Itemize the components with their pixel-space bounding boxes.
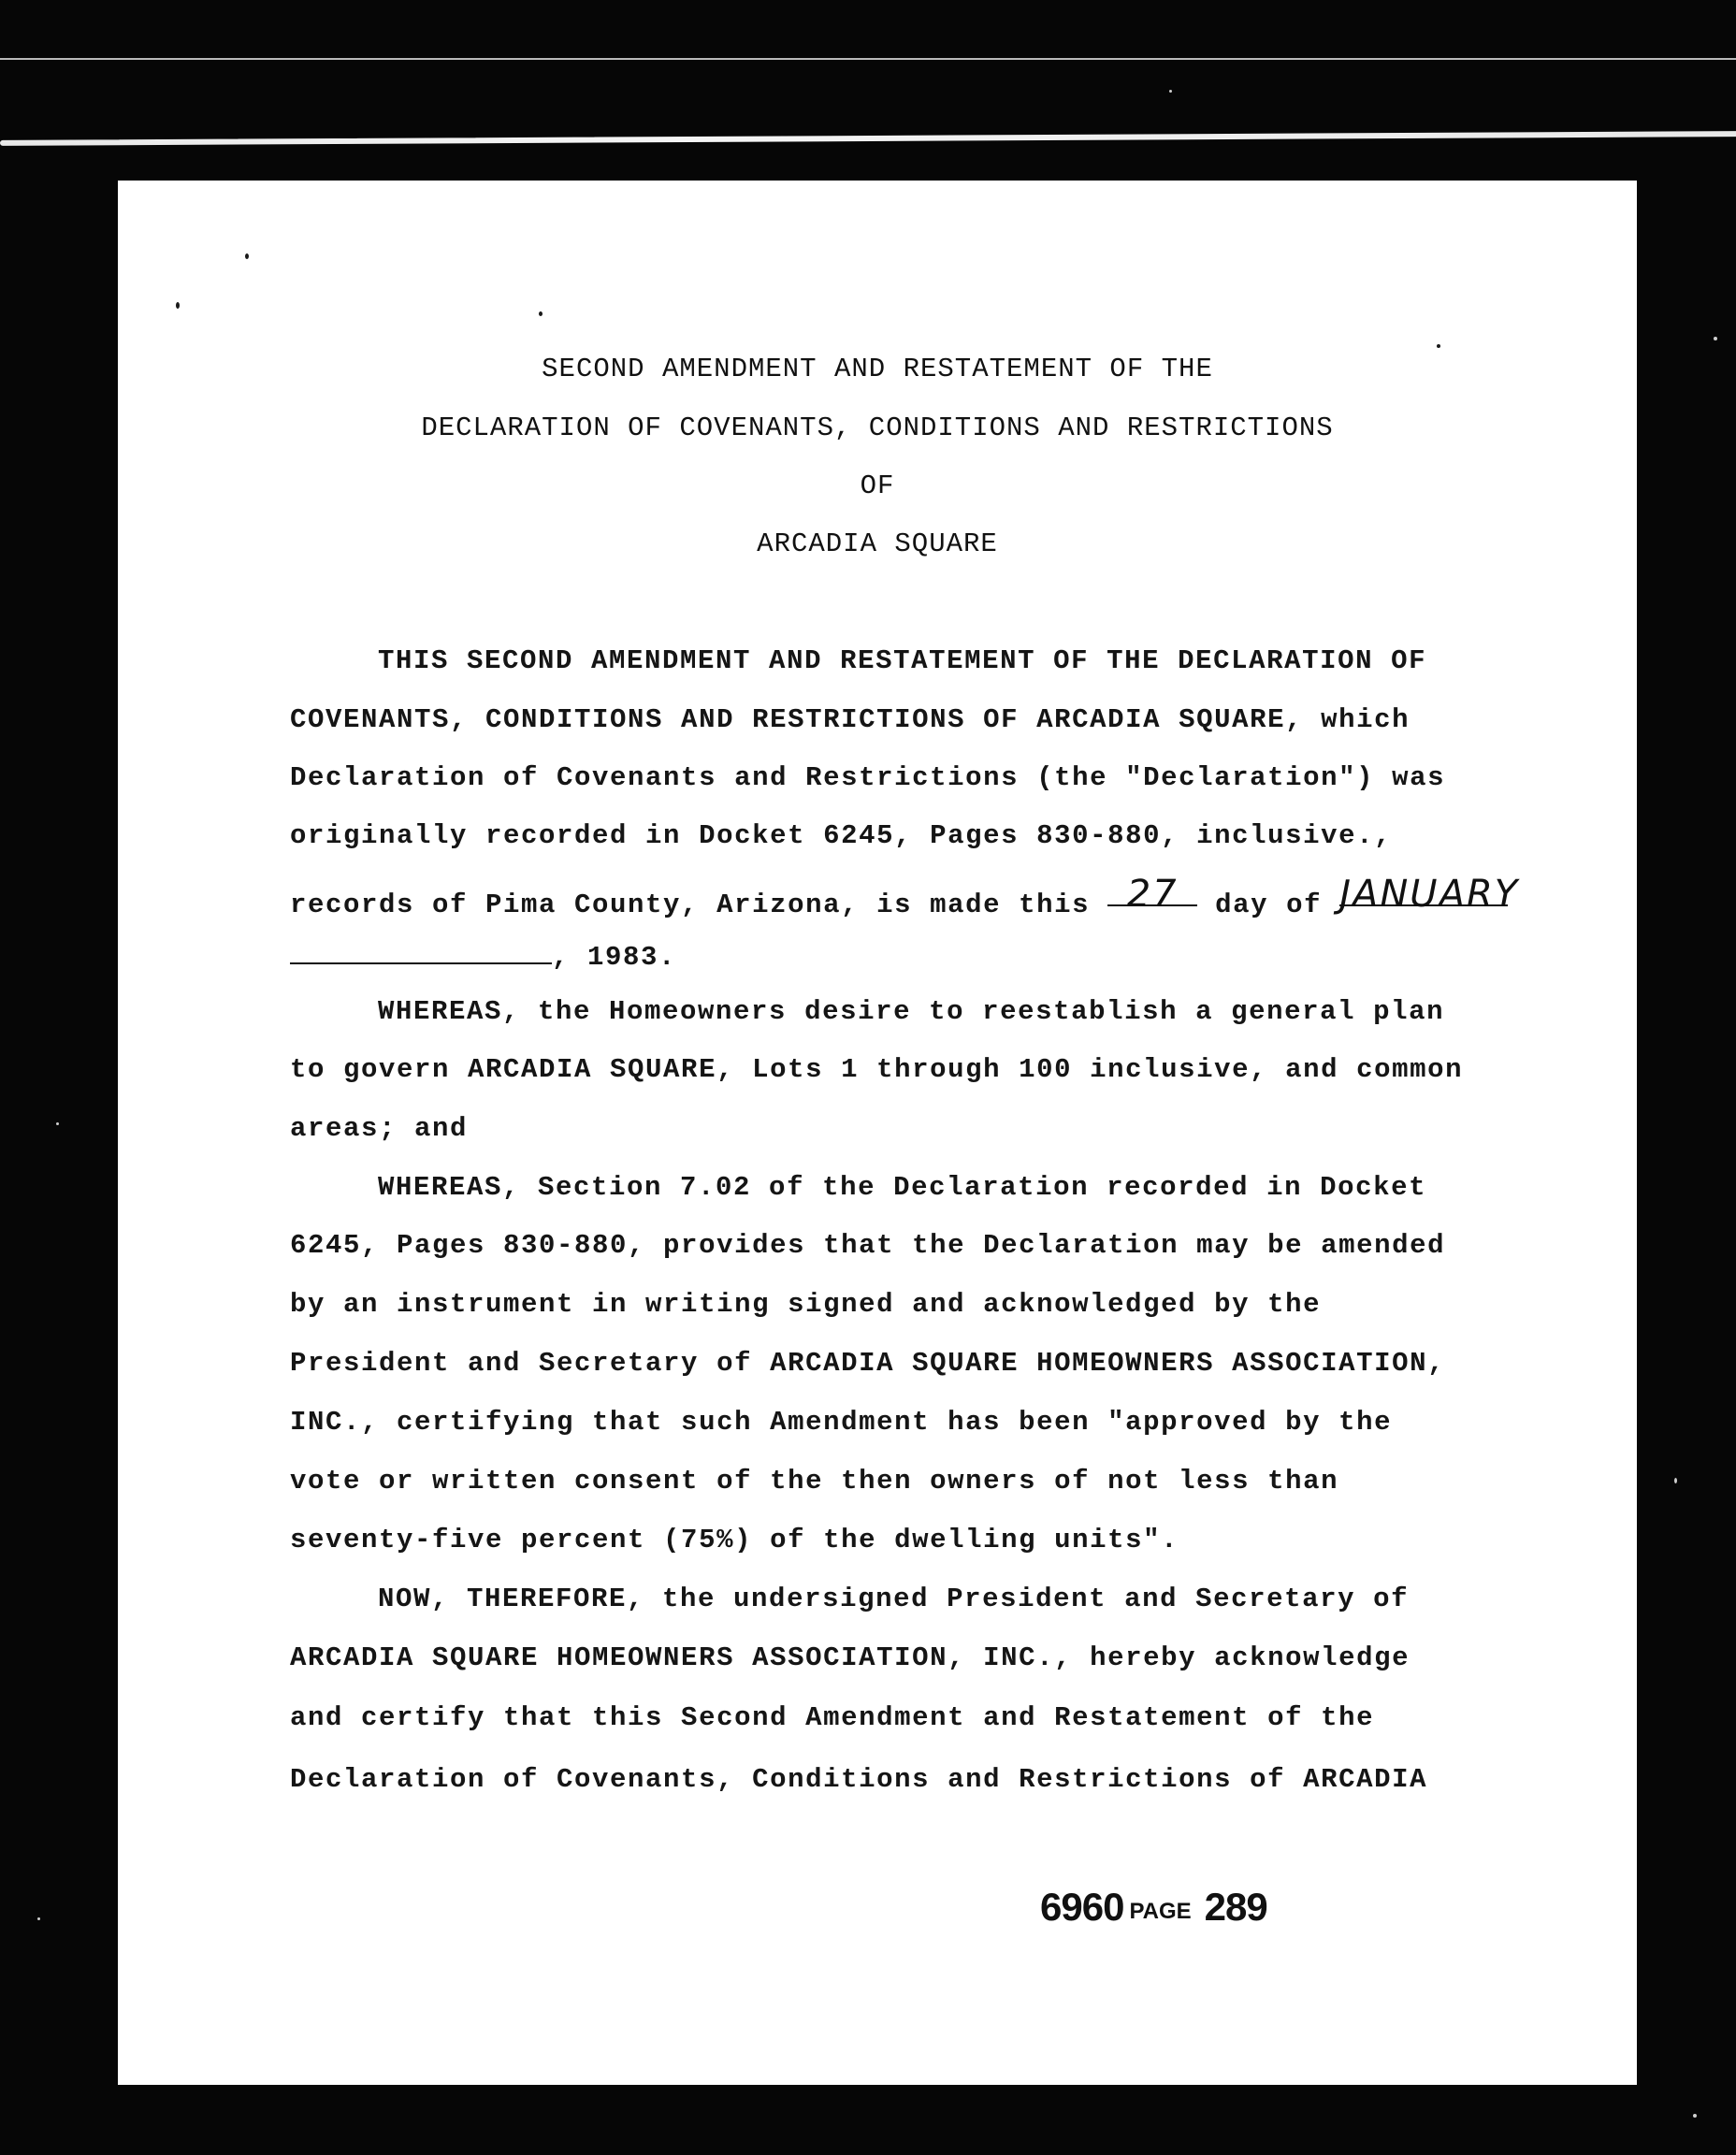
blank-line xyxy=(290,936,552,964)
day-blank xyxy=(1107,873,1197,916)
handwritten-month: JANUARY xyxy=(1339,873,1520,916)
now-therefore-line: Declaration of Covenants, Conditions and Restrictions of ARCADIA xyxy=(290,1764,1428,1795)
scan-speck xyxy=(176,302,180,309)
intro-line-prefix: records of Pima County, Arizona, is made this xyxy=(290,889,1091,920)
whereas-2-line: INC., certifying that such Amendment has been "approved by the xyxy=(290,1407,1393,1438)
scan-speck xyxy=(1437,344,1440,348)
scan-speck xyxy=(56,1122,59,1125)
handwritten-day: 27 xyxy=(1126,873,1179,916)
page-number: 289 xyxy=(1204,1885,1267,1929)
whereas-2-line: seventy-five percent (75%) of the dwelling units". xyxy=(290,1525,1179,1555)
document-title-line-2: DECLARATION OF COVENANTS, CONDITIONS AND RESTRICTIONS xyxy=(421,412,1334,443)
scan-speck xyxy=(1693,2114,1697,2118)
month-blank xyxy=(1339,873,1520,916)
document-title-line-4: ARCADIA SQUARE xyxy=(757,528,998,559)
docket-number: 6960 xyxy=(1040,1885,1124,1929)
page-label: PAGE xyxy=(1129,1899,1192,1924)
whereas-1-line: to govern ARCADIA SQUARE, Lots 1 through 100 inclusive, and common xyxy=(290,1054,1464,1085)
intro-year: , 1983. xyxy=(552,942,677,973)
intro-line: originally recorded in Docket 6245, Pages 830-880, inclusive., xyxy=(290,820,1393,851)
intro-year-line xyxy=(290,936,676,973)
document-title-line-1: SECOND AMENDMENT AND RESTATEMENT OF THE xyxy=(542,354,1213,384)
whereas-2-line: by an instrument in writing signed and acknowledged by the xyxy=(290,1289,1322,1320)
scan-speck xyxy=(1169,90,1172,93)
scan-edge-top xyxy=(0,58,1736,60)
document-title-line-3: OF xyxy=(860,470,895,501)
scan-speck xyxy=(1714,337,1717,340)
now-therefore-line: NOW, THEREFORE, the undersigned President and Secretary of xyxy=(378,1584,1410,1614)
scan-speck xyxy=(37,1917,40,1920)
intro-date-line xyxy=(290,873,1520,920)
document-sheet xyxy=(118,181,1637,2085)
scan-speck xyxy=(245,253,249,259)
whereas-2-line: vote or written consent of the then owners of not less than xyxy=(290,1466,1339,1497)
whereas-1-line: WHEREAS, the Homeowners desire to reestablish a general plan xyxy=(378,996,1445,1027)
scan-edge-sweep xyxy=(0,131,1736,146)
recording-book-reference xyxy=(1040,1885,1267,1930)
whereas-2-line: 6245, Pages 830-880, provides that the Declaration may be amended xyxy=(290,1230,1446,1261)
now-therefore-line: ARCADIA SQUARE HOMEOWNERS ASSOCIATION, INC., hereby acknowledge xyxy=(290,1642,1410,1673)
whereas-1-line: areas; and xyxy=(290,1113,469,1144)
intro-line: THIS SECOND AMENDMENT AND RESTATEMENT OF THE DECLARATION OF xyxy=(378,645,1427,676)
now-therefore-line: and certify that this Second Amendment and Restatement of the xyxy=(290,1702,1375,1733)
whereas-2-line: President and Secretary of ARCADIA SQUARE HOMEOWNERS ASSOCIATION, xyxy=(290,1348,1446,1379)
scan-speck xyxy=(539,311,542,316)
intro-line-middle: day of xyxy=(1215,889,1323,920)
whereas-2-line: WHEREAS, Section 7.02 of the Declaration recorded in Docket xyxy=(378,1172,1427,1203)
intro-line: COVENANTS, CONDITIONS AND RESTRICTIONS OF ARCADIA SQUARE, which xyxy=(290,704,1410,735)
intro-line: Declaration of Covenants and Restrictions (the "Declaration") was xyxy=(290,762,1446,793)
scan-speck xyxy=(1674,1478,1677,1483)
